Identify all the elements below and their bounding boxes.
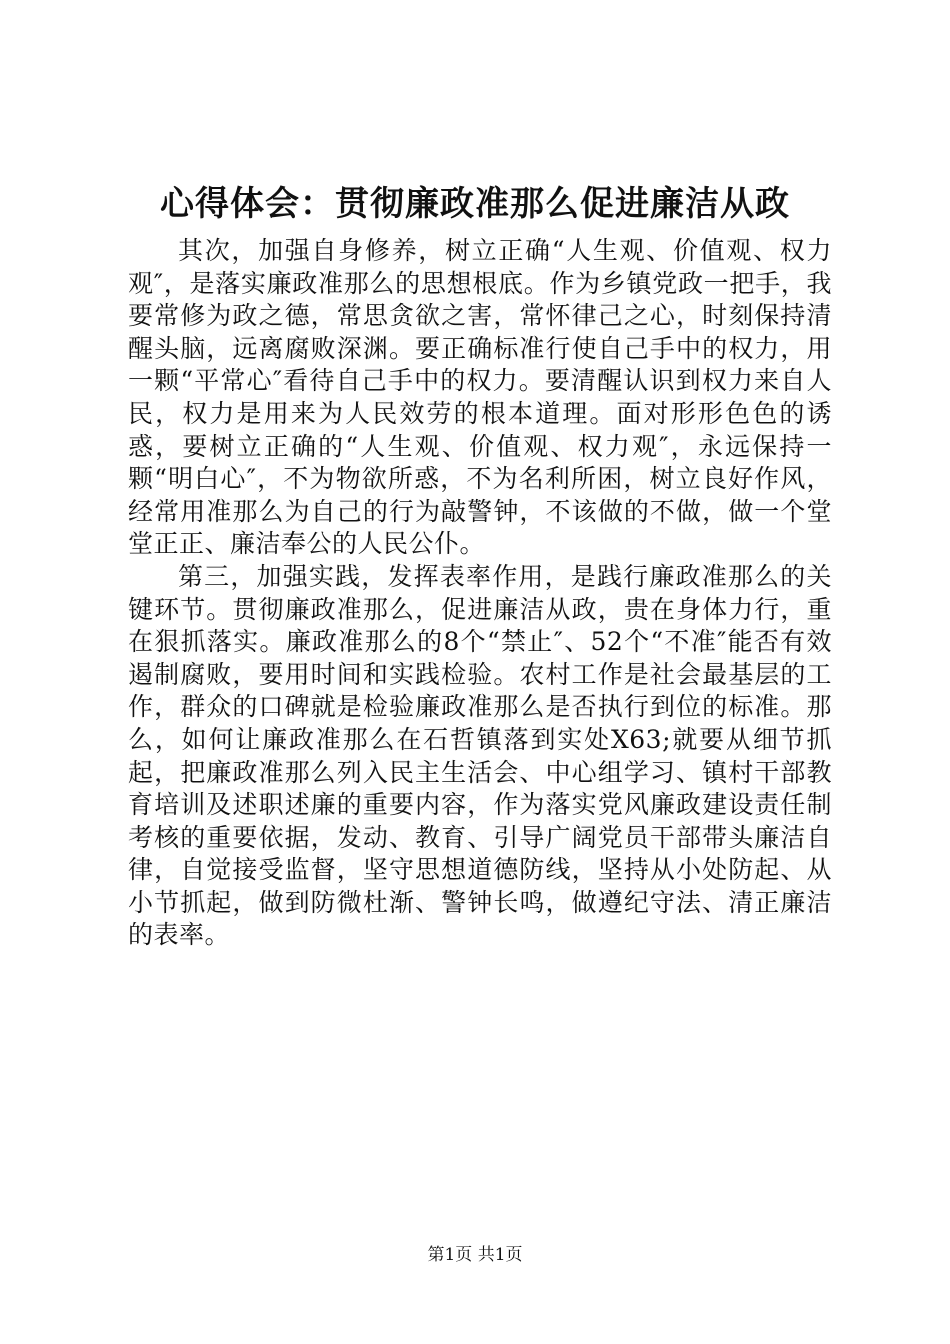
paragraph-1: 其次，加强自身修养，树立正确“人生观、价值观、权力观″，是落实廉政准那么的思想根底。作为乡镇党政一把手，我要常修为政之德，常思贪欲之害，常怀律己之心，时刻保持清醒头脑，远离腐败深渊。要正确标准行使自己手中的权力，用一颗“平常心″看待自己手中的权力。要清醒认识到权力来自人民，权力是用来为人民效劳的根本道理。面对形形色色的诱惑，要树立正确的“人生观、价值观、权力观″，永远保持一颗“明白心″，不为物欲所惑，不为名利所困，树立良好作风，经常用准那么为自己的行为敲警钟，不该做的不做，做一个堂堂正正、廉洁奉公的人民公仆。 [128,236,832,559]
document-title: 心得体会：贯彻廉政准那么促进廉洁从政 [160,184,790,224]
page-footer: 第1页 共1页 [427,1245,523,1265]
paragraph-2: 第三，加强实践，发挥表率作用，是践行廉政准那么的关键环节。贯彻廉政准那么，促进廉洁从政，贵在身体力行，重在狠抓落实。廉政准那么的8个“禁止″、52个“不准″能否有效遏制腐败，要用时间和实践检验。农村工作是社会最基层的工作，群众的口碑就是检验廉政准那么是否执行到位的标准。那么，如何让廉政准那么在石哲镇落到实处X63;就要从细节抓起，把廉政准那么列入民主生活会、中心组学习、镇村干部教育培训及述职述廉的重要内容，作为落实党风廉政建设责任制考核的重要依据，发动、教育、引导广阔党员干部带头廉洁自律，自觉接受监督，坚守思想道德防线，坚持从小处防起、从小节抓起，做到防微杜渐、警钟长鸣，做遵纪守法、清正廉洁的表率。 [128,561,832,950]
document-body [128,235,832,952]
